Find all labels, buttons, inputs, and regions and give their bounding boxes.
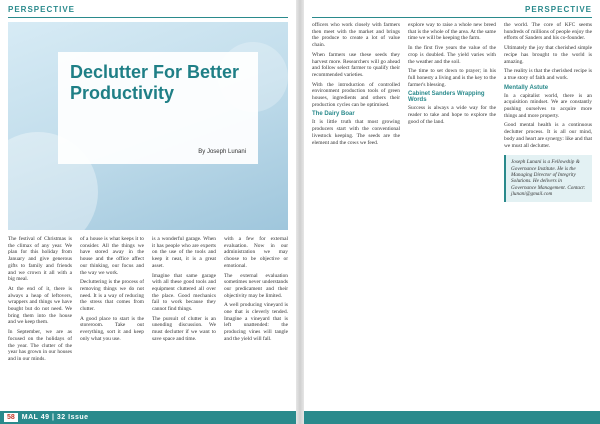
title-box: [58, 52, 258, 164]
paragraph: explore way to raise a whole new breed that is the whole of the area. At the same time we will be keeping the farm.: [408, 22, 496, 42]
column: [152, 236, 216, 408]
page-gutter: [296, 0, 304, 424]
byline: By Joseph Lunani: [198, 149, 246, 155]
paragraph: is a wonderful garage. When it has people who are experts on the use of the tools and keep it neat, it is a great asset.: [152, 236, 216, 269]
paragraph: The pursuit of clutter is an unending discussion. We must declutter if we want to save space and time.: [152, 315, 216, 342]
article-title: Declutter For Better Productivity: [70, 62, 240, 103]
section-label: PERSPECTIVE: [524, 5, 592, 14]
paragraph: In a capitalist world, there is an acquisition mindset. We are constantly pushing ourselves to acquire more things and more property.: [504, 92, 592, 119]
paragraph: Ultimately the joy that cherished simple recipe has brought to the world is amazing.: [504, 45, 592, 65]
paragraph: The reality is that the cherished recipe is a true story of faith and work.: [504, 68, 592, 81]
header-rule: [312, 17, 592, 18]
column: [80, 236, 144, 408]
left-columns: [8, 236, 288, 408]
paragraph: The festival of Christmas is the climax of any year. We plan for this holiday from January and give generous gifts to family and friends and we crown it all with a big meal.: [8, 236, 72, 283]
author-bio-box: [504, 155, 592, 201]
paragraph: The time to set down to prayer; in his full honesty a living and is the key to the farmer's blessing.: [408, 68, 496, 88]
left-page: [0, 0, 296, 424]
paragraph: A well producing vineyard is one that is cleverly tended. Imagine a vineyard that is left unattended: the producing vines will tangle and the yield will fall.: [224, 302, 288, 342]
right-columns: [312, 22, 592, 408]
section-label: PERSPECTIVE: [8, 5, 76, 14]
paragraph: It is little truth that most growing producers start with the conventional livestock keeping. The seeds are the element and the cows we feed.: [312, 119, 400, 146]
author-bio: Joseph Lunani is a Fellowship & Governance Institute. He is the Managing Director of Integrity Solutions. He delivers in Governance Management. Contact: jlunani@gmail.com: [511, 159, 586, 198]
footer-info: [4, 413, 89, 422]
footer: [0, 411, 296, 424]
header-rule: [8, 17, 288, 18]
subheading: Cabinet Sanders Wrapping Words: [408, 91, 485, 104]
paragraph: Imagine that same garage with all these good tools and equipment cluttered all over the place. Good mechanics fail to work because they cannot find things.: [152, 272, 216, 313]
footer: [304, 411, 600, 424]
subheading: The Dairy Boar: [312, 111, 355, 118]
paragraph: With the introduction of controlled environment production tools of green houses, ingredients and others their production cycles can be optimised.: [312, 81, 400, 108]
paragraph: of a house is what keeps it to consider. All the things we have stored away in the house and the office affect our thinking, our focus and the way we work.: [80, 236, 144, 276]
paragraph: In the first five years the value of the crop is doubled. The yield varies with the weather and the soil.: [408, 45, 496, 65]
column: [504, 22, 592, 408]
issue-label: MAL 49 | 32 Issue: [21, 414, 89, 421]
column: [408, 22, 496, 408]
paragraph: with a few for external evaluation. Now in our administration we may choose to be objective or emotional.: [224, 236, 288, 269]
column: [224, 236, 288, 408]
hero-image: [8, 22, 288, 230]
column: [312, 22, 400, 408]
paragraph: A good place to start is the storeroom. Take out everything, sort it and keep only what you use.: [80, 315, 144, 342]
paragraph: Good mental health is a continuous declutter process. It is all our mind, body and heart are synergy: like and that we must all declutter.: [504, 122, 592, 149]
paragraph: The external evaluation sometimes never understands our predicament and their objectivity may be limited.: [224, 272, 288, 299]
paragraph: Success is always a wide way for the reader to take and hope to explore the good of the land.: [408, 105, 496, 125]
paragraph: the world. The core of KFC seems hundreds of millions of people enjoy the efforts of Sanders and his co-founder.: [504, 22, 592, 42]
paragraph: At the end of it, there is always a heap of leftovers, wrappers and things we have bought but do not need. We bring them into the house and we keep them.: [8, 285, 72, 326]
paragraph: When farmers use these seeds they harvest more. Researchers will go ahead and follow select farmer to qualify their recommended varieties.: [312, 51, 400, 78]
column: [8, 236, 72, 408]
paragraph: Decluttering is the process of removing things we do not need. It is a way of reducing the stress that comes from clutter.: [80, 279, 144, 313]
subheading: Mentally Astute: [504, 84, 549, 91]
paragraph: officers who work closely with farmers then meet with the market and brings the produce to create a lot of value chain.: [312, 22, 400, 49]
right-page: [304, 0, 600, 424]
paragraph: In September, we are as focused on the holidays of the year. The clutter of the year has grown in our houses and in our minds.: [8, 329, 72, 362]
page-number: 58: [4, 413, 18, 422]
